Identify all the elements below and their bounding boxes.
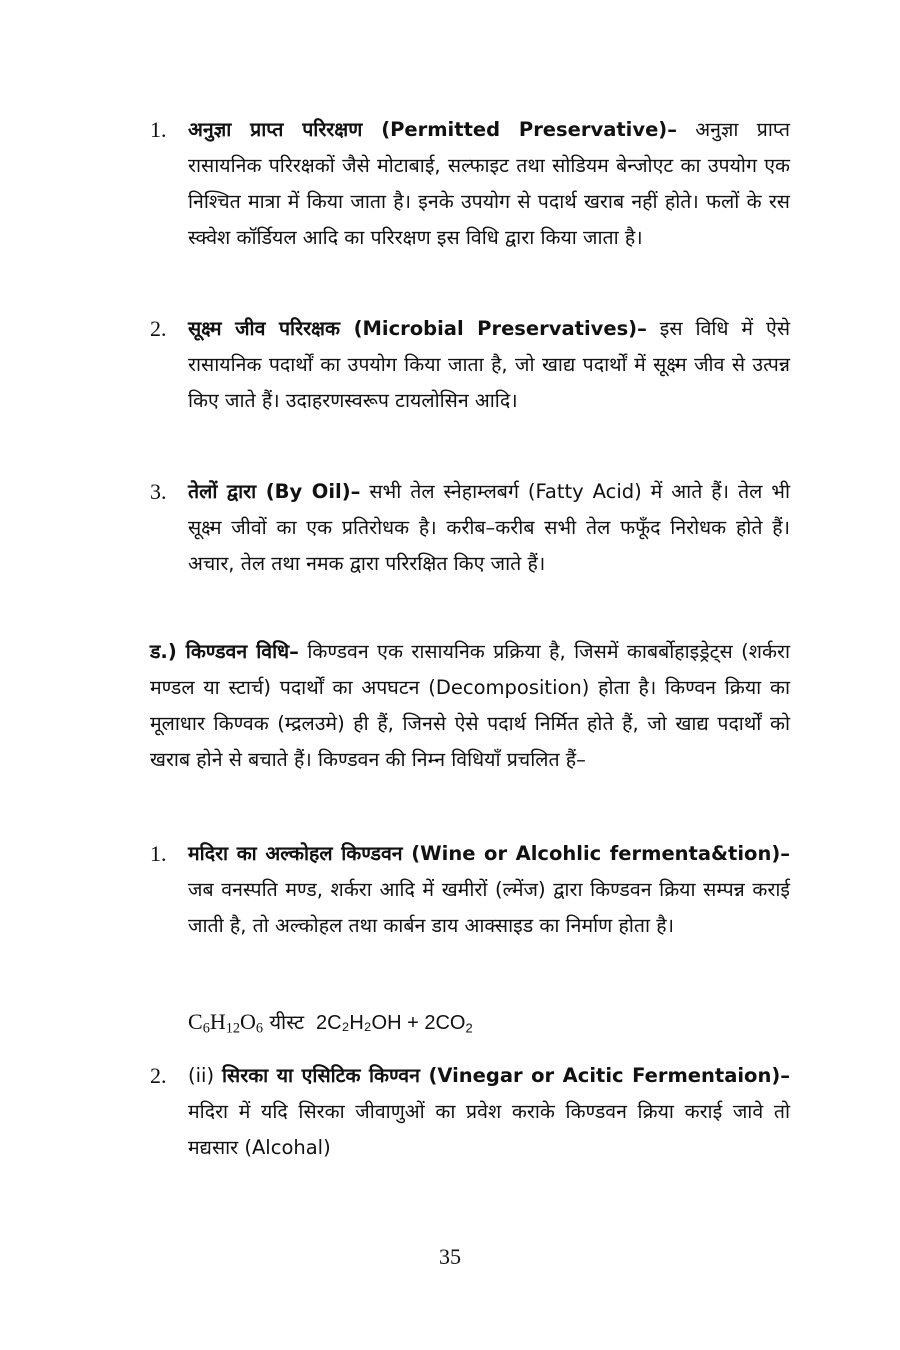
list-item-body: [188, 112, 790, 256]
list-number: 1.: [150, 117, 167, 142]
item-text: इस विधि में ऐसे रासायनिक पदार्थों का उपयोग किया जाता है, जो खाद्य पदार्थों में सूक्ष्म जीव से उत्पन्न किए जाते हैं। उदाहरणस्वरूप टायलोसिन आदि।: [188, 317, 790, 412]
list-item-body: [188, 474, 790, 582]
formula-products: $2C_2H_2OH + 2CO_2$: [316, 1012, 473, 1036]
section-fermentation: [150, 634, 790, 778]
list-number: 2.: [150, 316, 167, 341]
list-item-body: [188, 311, 790, 419]
item-heading: मदिरा का अल्कोहल किण्डवन (Wine or Alcohlic fermenta&tion)–: [188, 842, 790, 865]
list-item-wine-fermentation: [150, 836, 790, 944]
list-item-microbial-preservatives: [150, 311, 790, 419]
item-heading: सिरका या एसिटिक किण्वन (Vinegar or Acitic Fermentaion)–: [221, 1064, 791, 1087]
section-heading: ड.) किण्डवन विधि–: [150, 640, 299, 663]
list-item-by-oil: [150, 474, 790, 582]
formula-reactant: $C_6H_{12}O_6$: [188, 1009, 264, 1037]
item-text: मदिरा में यदि सिरका जीवाणुओं का प्रवेश कराके किण्डवन क्रिया कराई जावे तो मद्यसार (Alcohal): [188, 1100, 790, 1159]
list-item-body: [188, 836, 790, 944]
item-text: जब वनस्पति मण्ड, शर्करा आदि में खमीरों (ल्मेंज) द्वारा किण्डवन क्रिया सम्पन्न कराई जाती है, तो अल्कोहल तथा कार्बन डाय आक्साइड का निर्माण होता है।: [188, 878, 790, 937]
formula-catalyst: यीस्ट: [269, 1010, 305, 1034]
list-item-permitted-preservative: [150, 112, 790, 256]
list-number: 3.: [150, 479, 167, 504]
item-text: सभी तेल स्नेहाम्लबर्ग (Fatty Acid) में आते हैं। तेल भी सूक्ष्म जीवों का एक प्रतिरोधक है। करीब–करीब सभी तेल फफूँद निरोधक होते हैं। अचार, तेल तथा नमक द्वारा परिरक्षित किए जाते हैं।: [188, 480, 790, 575]
page-number: 35: [439, 1244, 461, 1269]
list-item-vinegar-fermentation: [150, 1058, 790, 1166]
item-prefix: (ii): [188, 1064, 222, 1087]
chemical-equation: [188, 1004, 473, 1041]
item-heading: तेलों द्वारा (By Oil)–: [188, 480, 361, 503]
item-heading: सूक्ष्म जीव परिरक्षक (Microbial Preservatives)–: [188, 317, 647, 340]
list-number: 2.: [150, 1063, 167, 1088]
item-heading: अनुज्ञा प्राप्त परिरक्षण (Permitted Preservative)–: [188, 118, 677, 141]
list-item-body: [188, 1058, 790, 1166]
list-number: 1.: [150, 841, 167, 866]
section-text: किण्डवन एक रासायनिक प्रक्रिया है, जिसमें काबर्बोहाइड्रेट्स (शर्करा मण्डल या स्टार्च) पदार्थों का अपघटन (Decomposition) होता है। किण्वन क्रिया का मूलाधार किण्वक (म्द्रलउमे) ही हैं, जिनसे ऐसे पदार्थ निर्मित होते हैं, जो खाद्य पदार्थों को खराब होने से बचाते हैं। किण्डवन की निम्न विधियाँ प्रचलित हैं–: [150, 640, 791, 771]
item-text: अनुज्ञा प्राप्त रासायनिक परिरक्षकों जैसे मोटाबाई, सल्फाइट तथा सोडियम बेन्जोएट का उपयोग एक निश्चित मात्रा में किया जाता है। इनके उपयोग से पदार्थ खराब नहीं होते। फलों के रस स्क्वेश कॉर्डियल आदि का परिरक्षण इस विधि द्वारा किया जाता है।: [188, 118, 790, 249]
